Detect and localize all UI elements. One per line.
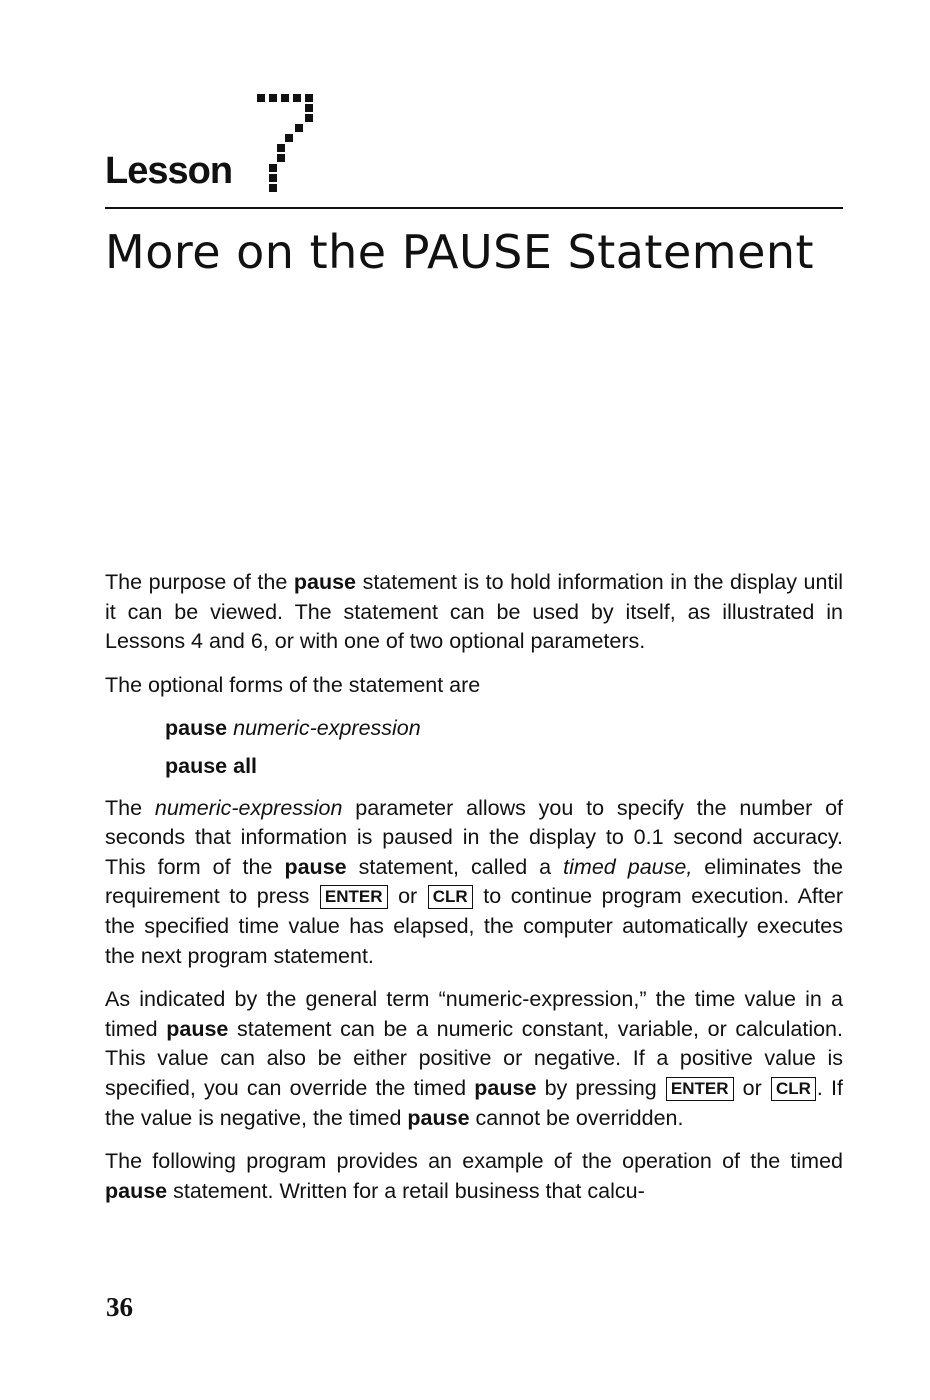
chapter-title: More on the PAUSE Statement <box>105 225 815 279</box>
statement-forms <box>165 714 843 781</box>
lesson-number-digit-seven <box>255 90 335 200</box>
clr-key: CLR <box>428 885 473 909</box>
enter-key: ENTER <box>666 1077 734 1101</box>
header-rule <box>105 207 843 209</box>
paragraph-4: As indicated by the general term “numeric-expression,” the time value in a timed pause statement can be a numeric constant, variable, or calculation. This value can also be either positive or negative. If a positive value is specified, you can override the timed pause by pressing ENTER or CLR . If the value is negative, the timed pause cannot be overridden. <box>105 987 843 1130</box>
page-number: 36 <box>106 1292 133 1322</box>
paragraph-5: The following program provides an example of the operation of the timed pause statement. Written for a retail business that calcu- <box>105 1149 843 1203</box>
paragraph-2: The optional forms of the statement are <box>105 672 481 697</box>
form-pause-all: pause all <box>165 753 258 778</box>
paragraph-1: The purpose of the pause statement is to hold information in the display until it can be viewed. The statement can be used by itself, as illustrated in Lessons 4 and 6, or with one of two optional parameters. <box>105 570 843 654</box>
paragraph-3: The numeric-expression parameter allows you to specify the number of seconds that information is paused in the display to 0.1 second accuracy. This form of the pause statement, called a timed pause, eliminates the requirement to press ENTER or CLR to continue program execution. After the specified time value has elapsed, the computer automatically executes the next program statement. <box>105 795 843 968</box>
body-text <box>105 568 843 1220</box>
enter-key: ENTER <box>320 885 388 909</box>
lesson-label: Lesson <box>105 150 233 192</box>
form-pause-numeric: pause numeric-expression <box>165 716 421 741</box>
clr-key: CLR <box>771 1077 816 1101</box>
